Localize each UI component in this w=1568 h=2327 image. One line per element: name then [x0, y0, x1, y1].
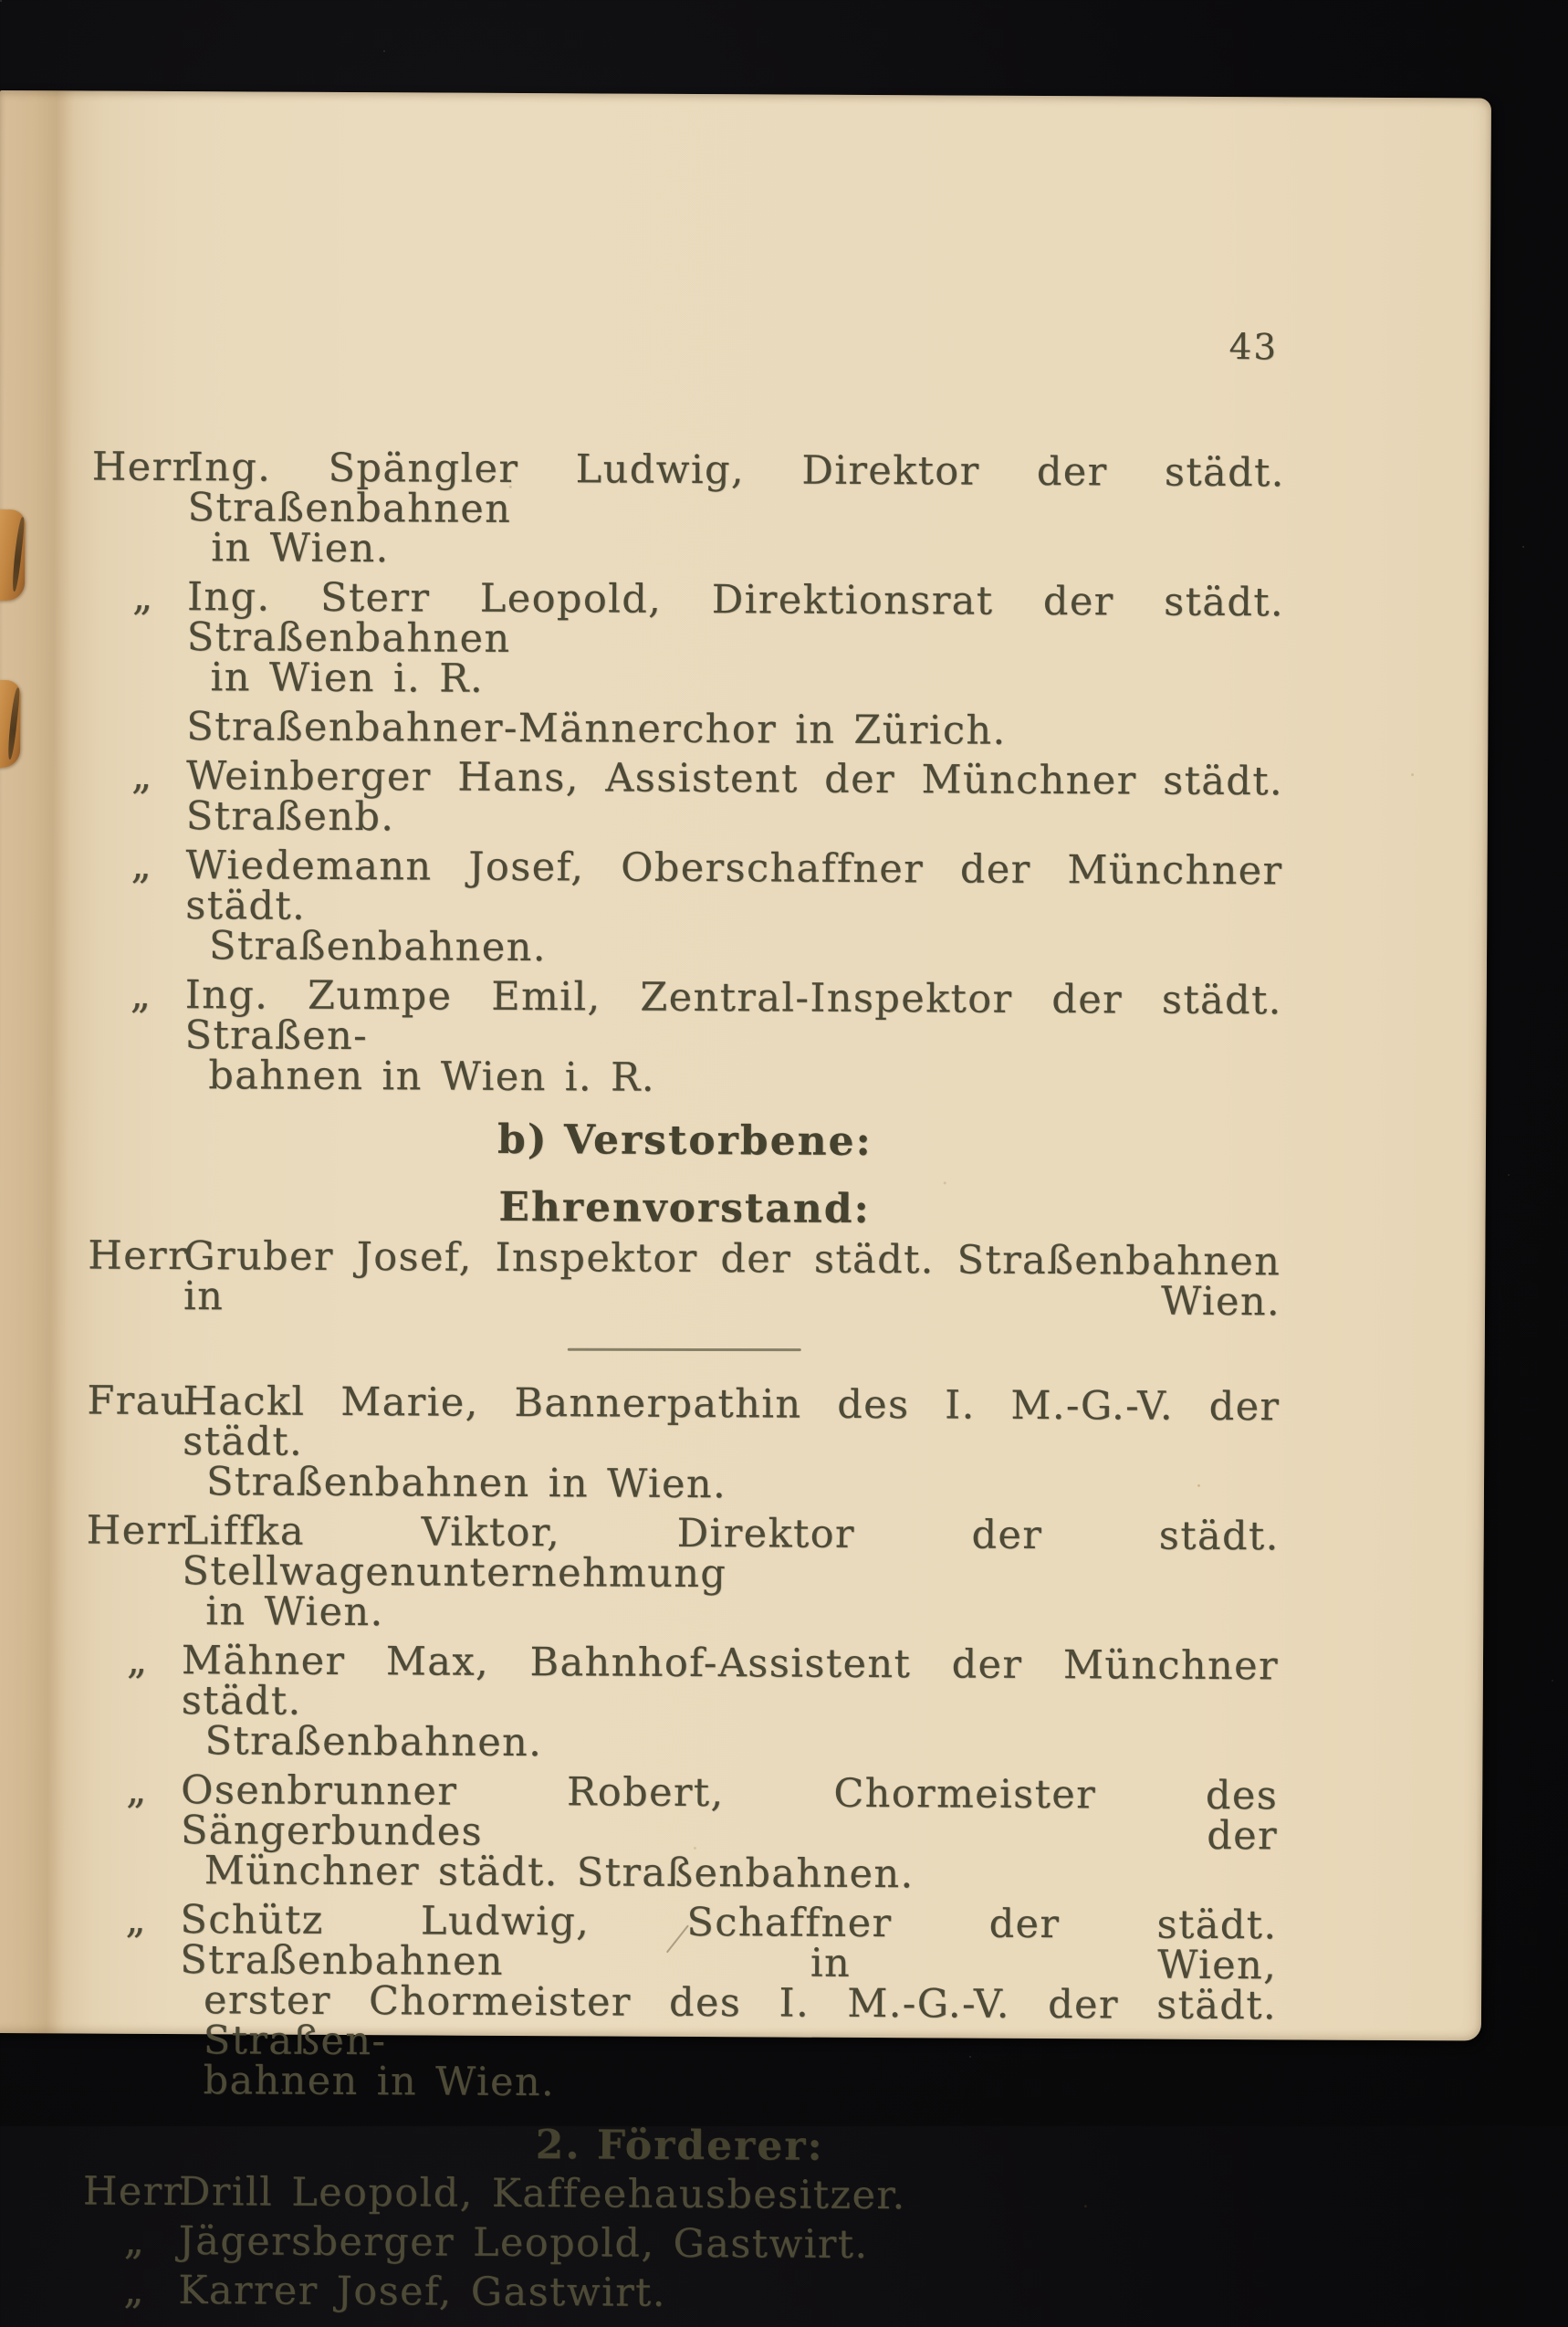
ditto-mark: „	[131, 573, 154, 620]
salutation-label: Herr	[82, 2168, 183, 2216]
text-line: Liffka Viktor, Direktor der städt. Stellwagenunternehmung	[182, 1508, 1280, 1598]
text-line: in Wien i. R.	[210, 655, 485, 702]
ditto-mark: „	[123, 2217, 146, 2264]
text-line: Ing. Zumpe Emil, Zentral-Inspektor der städt. Straßen-	[184, 972, 1282, 1060]
salutation-label: Herr	[91, 444, 193, 491]
binding-tab	[0, 680, 21, 768]
salutation-label: Frau	[87, 1378, 187, 1425]
member-entry	[82, 2168, 1276, 2219]
text-line: bahnen in Wien.	[203, 2058, 556, 2106]
member-entry	[90, 752, 1284, 843]
ditto-mark: „	[126, 1766, 149, 1813]
ditto-mark: „	[126, 1637, 149, 1683]
text-line: Straßenbahnen.	[204, 1718, 543, 1766]
text-line: in Wien.	[211, 525, 390, 572]
member-entry	[88, 1232, 1281, 1326]
text-line: Ing. Sterr Leopold, Direktionsrat der städt. Straßenbahnen	[186, 574, 1285, 662]
member-entry	[86, 1507, 1280, 1638]
paper-specks	[509, 486, 512, 488]
ditto-mark: „	[131, 752, 153, 799]
text-line: in Wien.	[205, 1588, 384, 1636]
member-entry	[90, 704, 1283, 754]
page-content	[82, 444, 1285, 2326]
text-line: Drill Leopold, Kaffeehausbesitzer.	[178, 2169, 906, 2219]
ditto-mark: „	[130, 971, 152, 1018]
ditto-mark: „	[125, 1896, 148, 1943]
text-line: Münchner städt. Straßenbahnen.	[204, 1848, 915, 1898]
text-line: Hackl Marie, Bannerpathin des I. M.-G.-V. der städt.	[183, 1378, 1281, 1465]
member-entry	[82, 2267, 1275, 2317]
background-dust	[0, 0, 2, 2]
book-page	[0, 90, 1491, 2316]
binding-tab-crease	[11, 517, 26, 592]
member-entry	[83, 2217, 1276, 2269]
binding-tab-crease	[6, 687, 21, 760]
member-entry	[87, 1378, 1281, 1508]
salutation-label: Herr	[88, 1232, 189, 1280]
text-line: Schütz Ludwig, Schaffner der städt. Straßenbahnen in Wien,	[180, 1897, 1278, 1989]
member-entry	[85, 1637, 1280, 1767]
text-line: Karrer Josef, Gastwirt.	[178, 2268, 667, 2316]
text-line: Mähner Max, Bahnhof-Assistent der Münchner städt.	[181, 1638, 1280, 1724]
member-entry	[89, 971, 1282, 1102]
section-divider	[567, 1348, 800, 1351]
text-line: Straßenbahnen in Wien.	[205, 1459, 727, 1508]
member-entry	[91, 573, 1285, 704]
text-line: Straßenbahnen.	[208, 923, 547, 971]
text-line: Wiedemann Josef, Oberschaffner der Münchner städt.	[185, 843, 1283, 929]
section-heading: b) Verstorbene:	[497, 1116, 873, 1166]
text-line: Weinberger Hans, Assistent der Münchner städt. Straßenb.	[185, 753, 1284, 841]
text-line: Osenbrunner Robert, Chormeister des Sängerbundes der	[180, 1767, 1279, 1860]
text-line: Gruber Josef, Inspektor der städt. Straßenbahnen in Wien.	[183, 1233, 1281, 1326]
salutation-label	[90, 707, 182, 708]
text-line: Straßenbahner-Männerchor in Zürich.	[186, 704, 1007, 754]
member-entry	[85, 1766, 1279, 1898]
section-heading: 2. Förderer:	[535, 2122, 824, 2170]
section-heading: Ehrenvorstand:	[498, 1183, 871, 1233]
member-entry	[89, 842, 1283, 972]
page-number: 43	[1228, 327, 1279, 369]
ditto-mark: „	[123, 2267, 146, 2313]
text-line: Ing. Spängler Ludwig, Direktor der städt. Straßenbahnen	[187, 445, 1285, 532]
text-line: bahnen in Wien i. R.	[208, 1053, 656, 1101]
salutation-label: Herr	[86, 1507, 187, 1555]
text-line: erster Chormeister des I. M.-G.-V. der städt. Straßen-	[203, 1977, 1278, 2065]
text-line: Jägersberger Leopold, Gastwirt.	[178, 2218, 869, 2269]
ditto-mark: „	[131, 842, 153, 888]
member-entry	[83, 1896, 1278, 2107]
member-entry	[91, 444, 1285, 574]
binding-tab	[0, 509, 26, 601]
